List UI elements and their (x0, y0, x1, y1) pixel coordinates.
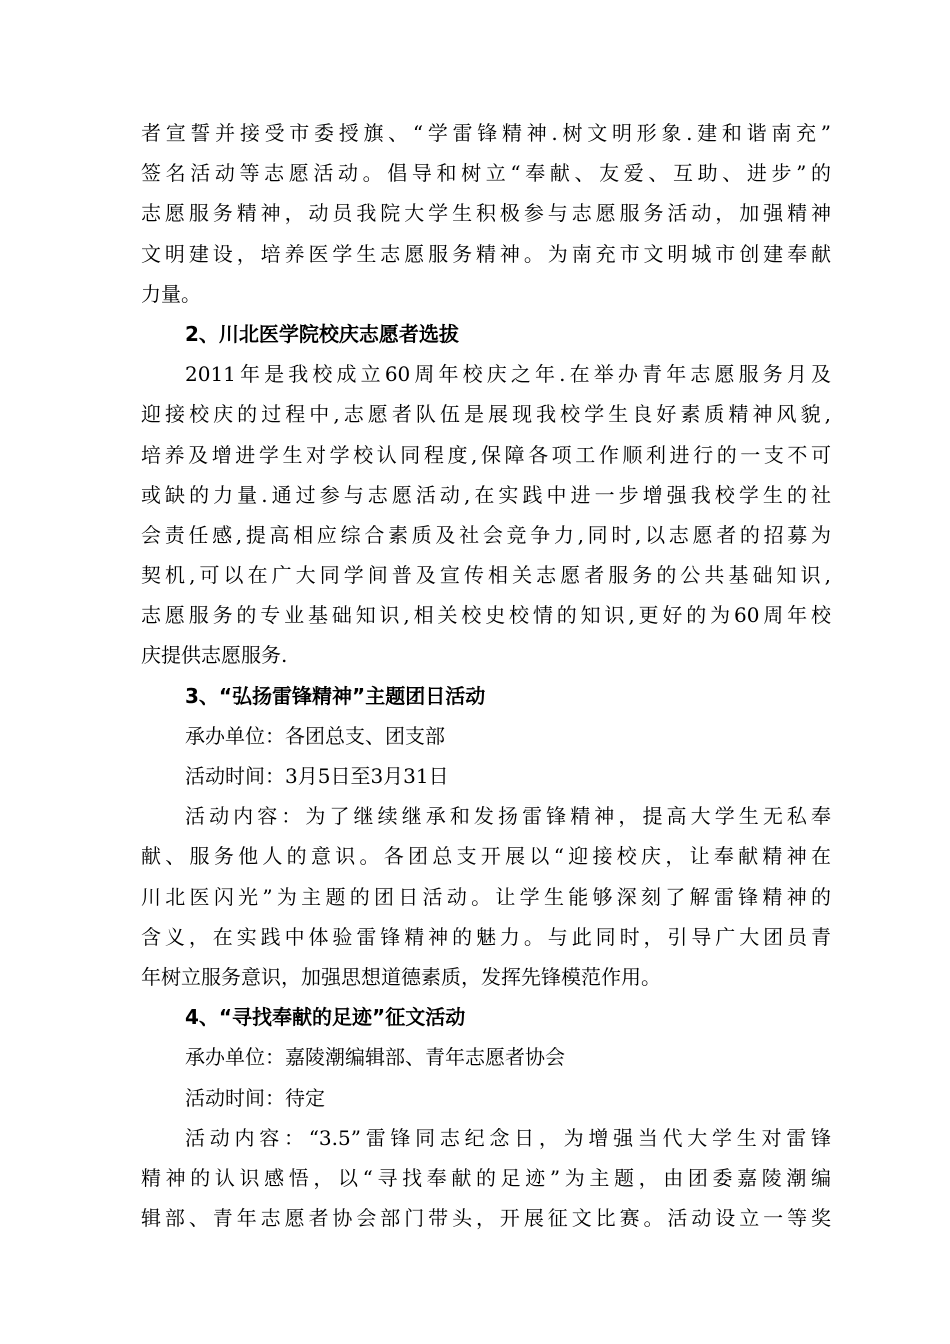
paragraph-line: 或缺的力量.通过参与志愿活动,在实践中进一步增强我校学生的社 (141, 482, 831, 507)
paragraph-line: 志愿服务精神，动员我院大学生积极参与志愿服务活动，加强精神 (141, 201, 831, 226)
section-heading: 3、“弘扬雷锋精神”主题团日活动 (185, 683, 486, 708)
time-line: 活动时间：3月5日至3月31日 (185, 764, 449, 788)
organizer-line: 承办单位：嘉陵潮编辑部、青年志愿者协会 (185, 1045, 565, 1070)
document-body (141, 113, 831, 1238)
paragraph-line: 2011年是我校成立60周年校庆之年.在举办青年志愿服务月及 (185, 362, 831, 387)
paragraph-line: 年树立服务意识，加强思想道德素质，发挥先锋模范作用。 (141, 964, 661, 989)
time-line: 活动时间：待定 (185, 1085, 325, 1110)
paragraph-line: 精神的认识感悟，以“寻找奉献的足迹”为主题，由团委嘉陵潮编 (141, 1165, 831, 1190)
paragraph-line: 会责任感,提高相应综合素质及社会竞争力,同时,以志愿者的招募为 (141, 522, 831, 547)
paragraph-line: 川北医闪光”为主题的团日活动。让学生能够深刻了解雷锋精神的 (141, 884, 831, 909)
paragraph-line: 含义，在实践中体验雷锋精神的魅力。与此同时，引导广大团员青 (141, 924, 831, 949)
paragraph-line: 活动内容：为了继续继承和发扬雷锋精神，提高大学生无私奉 (185, 804, 831, 829)
paragraph-line: 者宣誓并接受市委授旗、“学雷锋精神.树文明形象.建和谐南充” (141, 121, 831, 145)
paragraph-line: 庆提供志愿服务. (141, 643, 288, 668)
paragraph-line: 培养及增进学生对学校认同程度,保障各项工作顺利进行的一支不可 (141, 442, 831, 467)
section-heading: 4、“寻找奉献的足迹”征文活动 (185, 1005, 466, 1030)
paragraph-line: 献、服务他人的意识。各团总支开展以“迎接校庆，让奉献精神在 (141, 844, 831, 869)
paragraph-line: 文明建设，培养医学生志愿服务精神。为南充市文明城市创建奉献 (141, 241, 831, 266)
paragraph-line: 力量。 (141, 281, 201, 306)
organizer-line: 承办单位：各团总支、团支部 (185, 723, 445, 748)
paragraph-line: 契机,可以在广大同学间普及宣传相关志愿者服务的公共基础知识, (141, 563, 831, 588)
paragraph-line: 迎接校庆的过程中,志愿者队伍是展现我校学生良好素质精神风貌, (141, 402, 831, 427)
paragraph-line: 签名活动等志愿活动。倡导和树立“奉献、友爱、互助、进步”的 (141, 161, 831, 186)
paragraph-line: 志愿服务的专业基础知识,相关校史校情的知识,更好的为60周年校 (141, 603, 831, 628)
paragraph-line: 活动内容：“3.5”雷锋同志纪念日，为增强当代大学生对雷锋 (185, 1125, 831, 1150)
section-heading: 2、川北医学院校庆志愿者选拔 (185, 321, 459, 346)
paragraph-line: 辑部、青年志愿者协会部门带头，开展征文比赛。活动设立一等奖 (141, 1206, 831, 1231)
